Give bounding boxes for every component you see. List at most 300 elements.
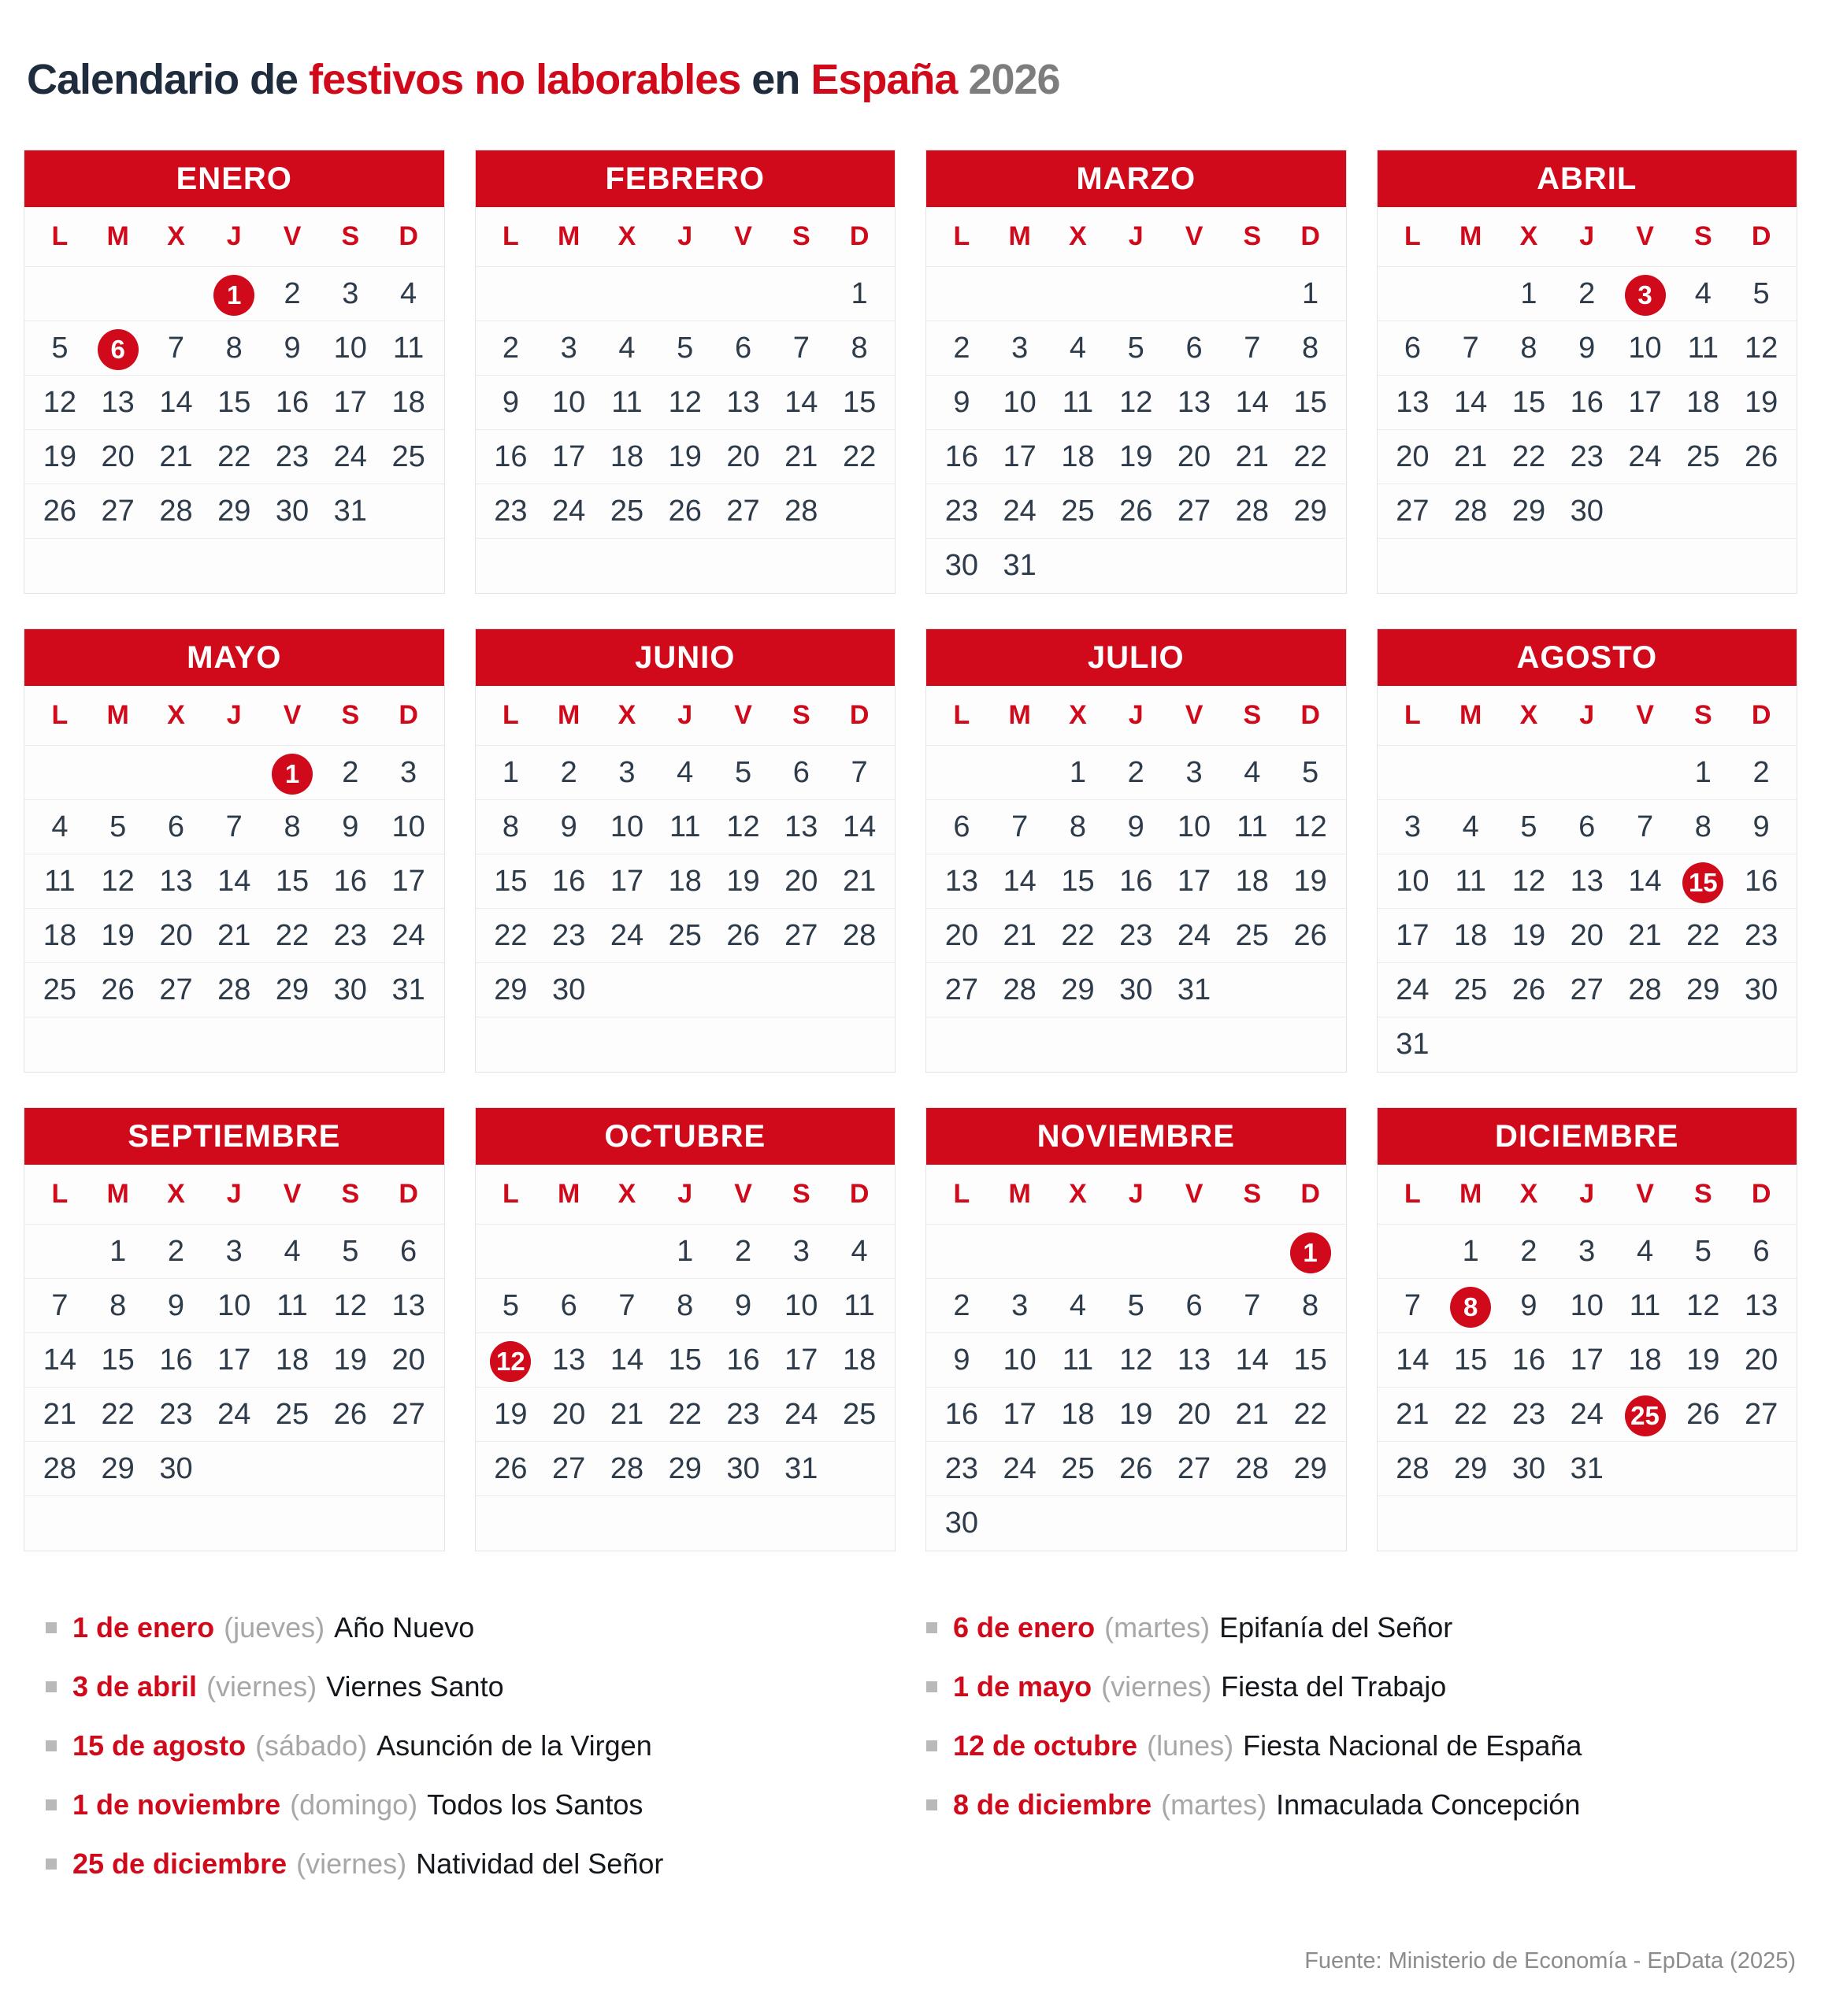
- date-cell: 29: [101, 1452, 135, 1485]
- page-title: [27, 55, 1797, 104]
- date-cell: 6: [400, 1235, 417, 1268]
- week-row: [1378, 800, 1797, 854]
- date-cell: 7: [1244, 1289, 1261, 1322]
- holiday-date-cell: [205, 267, 263, 321]
- legend-item: [46, 1788, 895, 1821]
- title-year: 2026: [968, 56, 1060, 103]
- date-cell: 3: [1011, 332, 1029, 365]
- date-cell: 25: [1454, 973, 1488, 1006]
- date-cell: 31: [1003, 549, 1037, 582]
- legend-item: [46, 1670, 895, 1703]
- month-card-noviembre: [925, 1107, 1347, 1551]
- date-cell: 22: [668, 1398, 702, 1431]
- date-cell: 20: [726, 440, 760, 473]
- legend-date: 8 de diciembre: [953, 1788, 1152, 1821]
- date-cell: 18: [842, 1343, 877, 1377]
- date-cell: 8: [677, 1289, 694, 1322]
- date-cell: 17: [1628, 386, 1662, 419]
- week-row: [1378, 267, 1797, 321]
- weekday-label: J: [677, 1179, 693, 1209]
- week-row: [24, 1225, 444, 1279]
- week-row: [24, 1333, 444, 1388]
- date-cell: 13: [101, 386, 135, 419]
- date-cell: 12: [1511, 865, 1546, 898]
- date-cell: 9: [1127, 810, 1144, 843]
- date-cell: 18: [1628, 1343, 1662, 1377]
- week-row: [926, 539, 1346, 593]
- date-cell: 16: [944, 1398, 979, 1431]
- date-cell: 23: [159, 1398, 193, 1431]
- date-cell: 26: [43, 495, 77, 528]
- week-row: [24, 854, 444, 909]
- date-cell: 14: [217, 865, 251, 898]
- date-cell: 31: [784, 1452, 818, 1485]
- holiday-legend: [24, 1611, 1797, 1881]
- date-cell: 16: [333, 865, 367, 898]
- date-cell: 22: [1293, 1398, 1327, 1431]
- date-cell: 20: [159, 919, 193, 952]
- date-cell: 9: [284, 332, 301, 365]
- legend-item: [46, 1729, 895, 1762]
- date-cell: 13: [784, 810, 818, 843]
- date-cell: 10: [1003, 1343, 1037, 1377]
- weekday-label: X: [167, 700, 185, 730]
- date-cell: 27: [552, 1452, 586, 1485]
- date-cell: 31: [333, 495, 367, 528]
- date-cell: 1: [851, 277, 868, 310]
- date-cell: 30: [333, 973, 367, 1006]
- date-cell: 11: [1062, 386, 1094, 419]
- bullet-square-icon: [46, 1799, 57, 1810]
- weekday-label: J: [677, 700, 693, 730]
- date-cell: 7: [1244, 332, 1261, 365]
- month-card-marzo: [925, 150, 1347, 594]
- date-cell: 11: [669, 810, 701, 843]
- date-cell: 25: [43, 973, 77, 1006]
- month-header: [1378, 1108, 1797, 1165]
- date-cell: 16: [552, 865, 586, 898]
- date-cell: 15: [1511, 386, 1546, 419]
- date-cell: 9: [560, 810, 577, 843]
- date-cell: 14: [43, 1343, 77, 1377]
- date-cell: 10: [610, 810, 644, 843]
- date-cell: 17: [333, 386, 367, 419]
- date-cell: 14: [1396, 1343, 1430, 1377]
- date-cell: 12: [1119, 1343, 1153, 1377]
- weekday-label: V: [1185, 700, 1203, 730]
- holiday-date-cell: [482, 1333, 540, 1388]
- month-card-octubre: [475, 1107, 896, 1551]
- date-cell: 3: [400, 756, 417, 789]
- holiday-date-cell: [1674, 854, 1732, 909]
- date-cell: 11: [1062, 1343, 1094, 1377]
- date-cell: 3: [560, 332, 577, 365]
- date-cell: 21: [1235, 1398, 1269, 1431]
- weekday-label: L: [51, 1179, 69, 1209]
- weekday-label: J: [677, 221, 693, 251]
- week-row: [476, 321, 896, 376]
- date-cell: 26: [333, 1398, 367, 1431]
- weekday-label: X: [1069, 1179, 1087, 1209]
- date-cell: 11: [44, 865, 76, 898]
- date-cell: 9: [953, 386, 970, 419]
- week-row: [1378, 1496, 1797, 1551]
- weekday-label: X: [1069, 700, 1087, 730]
- weekday-row: [24, 1165, 444, 1225]
- date-cell: 2: [734, 1235, 752, 1268]
- date-cell: 24: [1570, 1398, 1604, 1431]
- date-cell: 28: [1628, 973, 1662, 1006]
- weekday-label: S: [1693, 221, 1712, 251]
- month-title: ENERO: [176, 161, 292, 196]
- date-cell: 4: [284, 1235, 301, 1268]
- month-header: [476, 1108, 896, 1165]
- date-cell: 8: [1694, 810, 1712, 843]
- date-cell: 20: [391, 1343, 425, 1377]
- holiday-badge: 8: [1450, 1287, 1491, 1328]
- date-cell: 16: [944, 440, 979, 473]
- week-row: [476, 909, 896, 963]
- weekday-label: X: [1519, 1179, 1538, 1209]
- weekday-label: D: [1300, 1179, 1320, 1209]
- bullet-square-icon: [926, 1799, 937, 1810]
- weekday-label: X: [167, 1179, 185, 1209]
- week-row: [1378, 1442, 1797, 1496]
- date-cell: 5: [1302, 756, 1319, 789]
- weekday-label: J: [1579, 1179, 1595, 1209]
- date-cell: 14: [1003, 865, 1037, 898]
- holiday-date-cell: [1616, 1388, 1675, 1442]
- legend-weekday: (sábado): [255, 1729, 368, 1762]
- date-cell: 30: [1511, 1452, 1546, 1485]
- weekday-label: V: [734, 1179, 752, 1209]
- date-cell: 27: [1570, 973, 1604, 1006]
- date-cell: 17: [784, 1343, 818, 1377]
- date-cell: 12: [1744, 332, 1778, 365]
- week-row: [24, 376, 444, 430]
- date-cell: 21: [1396, 1398, 1430, 1431]
- date-cell: 25: [1235, 919, 1269, 952]
- date-cell: 2: [284, 277, 301, 310]
- month-title: SEPTIEMBRE: [128, 1118, 341, 1154]
- date-cell: 9: [502, 386, 519, 419]
- week-row: [476, 539, 896, 593]
- date-cell: 1: [502, 756, 519, 789]
- month-title: FEBRERO: [605, 161, 766, 196]
- title-part-2: festivos no laborables: [309, 56, 741, 103]
- weekday-row: [926, 1165, 1346, 1225]
- week-row: [926, 1279, 1346, 1333]
- date-cell: 11: [276, 1289, 308, 1322]
- date-cell: 7: [1404, 1289, 1421, 1322]
- weekday-label: L: [51, 700, 69, 730]
- date-cell: 25: [275, 1398, 310, 1431]
- date-cell: 5: [1520, 810, 1537, 843]
- weekday-label: D: [399, 700, 418, 730]
- date-cell: 30: [944, 549, 979, 582]
- weekday-row: [476, 1165, 896, 1225]
- month-card-diciembre: [1377, 1107, 1798, 1551]
- weekday-label: V: [1636, 1179, 1654, 1209]
- date-cell: 8: [502, 810, 519, 843]
- date-cell: 12: [101, 865, 135, 898]
- date-cell: 8: [1520, 332, 1537, 365]
- week-row: [926, 430, 1346, 484]
- date-cell: 24: [1003, 495, 1037, 528]
- legend-weekday: (viernes): [296, 1847, 407, 1880]
- week-row: [476, 1496, 896, 1551]
- holiday-date-cell: [1441, 1279, 1500, 1333]
- date-cell: 15: [842, 386, 877, 419]
- date-cell: 10: [391, 810, 425, 843]
- date-cell: 16: [1744, 865, 1778, 898]
- legend-weekday: (lunes): [1147, 1729, 1234, 1762]
- week-row: [926, 963, 1346, 1017]
- date-cell: 7: [51, 1289, 69, 1322]
- date-cell: 7: [225, 810, 243, 843]
- date-cell: 28: [1235, 1452, 1269, 1485]
- weekday-label: X: [1069, 221, 1087, 251]
- date-cell: 24: [333, 440, 367, 473]
- month-card-agosto: [1377, 628, 1798, 1073]
- date-cell: 22: [1293, 440, 1327, 473]
- date-cell: 28: [1235, 495, 1269, 528]
- date-cell: 3: [342, 277, 359, 310]
- month-header: [476, 629, 896, 686]
- week-row: [926, 1388, 1346, 1442]
- date-cell: 10: [1396, 865, 1430, 898]
- date-cell: 23: [1511, 1398, 1546, 1431]
- week-row: [926, 909, 1346, 963]
- month-header: [1378, 150, 1797, 207]
- weekday-label: D: [1751, 700, 1771, 730]
- date-cell: 16: [275, 386, 310, 419]
- date-cell: 13: [1177, 1343, 1211, 1377]
- weekday-label: M: [558, 221, 580, 251]
- week-row: [476, 376, 896, 430]
- date-cell: 13: [159, 865, 193, 898]
- date-cell: 8: [1069, 810, 1087, 843]
- month-title: JULIO: [1087, 639, 1185, 675]
- legend-holiday-name: Inmaculada Concepción: [1276, 1788, 1581, 1821]
- holiday-badge: 25: [1625, 1395, 1666, 1436]
- weekday-label: L: [953, 221, 970, 251]
- date-cell: 4: [1244, 756, 1261, 789]
- date-cell: 22: [101, 1398, 135, 1431]
- date-cell: 24: [1003, 1452, 1037, 1485]
- week-row: [1378, 376, 1797, 430]
- date-cell: 14: [1235, 1343, 1269, 1377]
- date-cell: 27: [784, 919, 818, 952]
- date-cell: 19: [1119, 1398, 1153, 1431]
- date-cell: 4: [1636, 1235, 1654, 1268]
- date-cell: 1: [1302, 277, 1319, 310]
- date-cell: 29: [1686, 973, 1720, 1006]
- date-cell: 15: [1061, 865, 1095, 898]
- date-cell: 14: [1628, 865, 1662, 898]
- date-cell: 21: [1454, 440, 1488, 473]
- month-header: [926, 150, 1346, 207]
- month-card-julio: [925, 628, 1347, 1073]
- date-cell: 5: [1127, 332, 1144, 365]
- month-header: [24, 1108, 444, 1165]
- date-cell: 19: [333, 1343, 367, 1377]
- weekday-label: M: [558, 1179, 580, 1209]
- date-cell: 18: [668, 865, 702, 898]
- date-cell: 5: [677, 332, 694, 365]
- date-cell: 8: [851, 332, 868, 365]
- date-cell: 9: [167, 1289, 185, 1322]
- week-row: [476, 1279, 896, 1333]
- date-cell: 23: [726, 1398, 760, 1431]
- date-cell: 11: [1455, 865, 1486, 898]
- weekday-label: V: [283, 1179, 302, 1209]
- week-row: [24, 1017, 444, 1072]
- weekday-label: L: [1404, 221, 1421, 251]
- month-card-junio: [475, 628, 896, 1073]
- week-row: [24, 430, 444, 484]
- date-cell: 20: [944, 919, 979, 952]
- date-cell: 29: [1511, 495, 1546, 528]
- date-cell: 26: [726, 919, 760, 952]
- date-cell: 18: [610, 440, 644, 473]
- week-row: [24, 800, 444, 854]
- date-cell: 30: [552, 973, 586, 1006]
- date-cell: 5: [51, 332, 69, 365]
- week-row: [476, 963, 896, 1017]
- date-cell: 22: [1686, 919, 1720, 952]
- date-cell: 29: [1454, 1452, 1488, 1485]
- date-cell: 21: [1235, 440, 1269, 473]
- week-row: [24, 746, 444, 800]
- date-cell: 20: [1570, 919, 1604, 952]
- date-cell: 6: [1578, 810, 1596, 843]
- week-row: [926, 1225, 1346, 1279]
- week-row: [926, 1496, 1346, 1551]
- legend-date: 25 de diciembre: [72, 1847, 287, 1880]
- legend-item: [926, 1729, 1775, 1762]
- date-cell: 15: [275, 865, 310, 898]
- weekday-row: [1378, 207, 1797, 267]
- date-cell: 25: [391, 440, 425, 473]
- date-cell: 7: [167, 332, 185, 365]
- date-cell: 19: [726, 865, 760, 898]
- date-cell: 1: [1069, 756, 1087, 789]
- date-cell: 23: [944, 495, 979, 528]
- date-cell: 23: [333, 919, 367, 952]
- date-cell: 12: [1686, 1289, 1720, 1322]
- legend-date: 1 de noviembre: [72, 1788, 281, 1821]
- legend-weekday: (viernes): [1101, 1670, 1212, 1703]
- date-cell: 3: [1578, 1235, 1596, 1268]
- holiday-badge: 3: [1625, 275, 1666, 316]
- date-cell: 31: [1177, 973, 1211, 1006]
- date-cell: 20: [1177, 440, 1211, 473]
- weekday-label: D: [849, 1179, 870, 1209]
- week-row: [24, 539, 444, 593]
- date-cell: 16: [494, 440, 528, 473]
- date-cell: 26: [668, 495, 702, 528]
- date-cell: 6: [1404, 332, 1421, 365]
- date-cell: 29: [275, 973, 310, 1006]
- date-cell: 4: [618, 332, 636, 365]
- date-cell: 4: [400, 277, 417, 310]
- date-cell: 10: [784, 1289, 818, 1322]
- week-row: [476, 1017, 896, 1072]
- date-cell: 21: [842, 865, 877, 898]
- date-cell: 4: [1462, 810, 1479, 843]
- date-cell: 28: [1454, 495, 1488, 528]
- weekday-label: M: [1008, 700, 1031, 730]
- date-cell: 15: [1293, 1343, 1327, 1377]
- date-cell: 6: [1185, 332, 1203, 365]
- date-cell: 13: [391, 1289, 425, 1322]
- date-cell: 17: [217, 1343, 251, 1377]
- date-cell: 29: [1061, 973, 1095, 1006]
- date-cell: 13: [944, 865, 979, 898]
- month-header: [1378, 629, 1797, 686]
- week-row: [1378, 321, 1797, 376]
- date-cell: 30: [726, 1452, 760, 1485]
- date-cell: 28: [1003, 973, 1037, 1006]
- date-cell: 27: [1744, 1398, 1778, 1431]
- date-cell: 6: [953, 810, 970, 843]
- date-cell: 20: [101, 440, 135, 473]
- weekday-label: J: [1128, 221, 1144, 251]
- holiday-date-cell: [1616, 267, 1675, 321]
- date-cell: 24: [391, 919, 425, 952]
- legend-date: 1 de enero: [72, 1611, 215, 1644]
- date-cell: 28: [842, 919, 877, 952]
- month-card-abril: [1377, 150, 1798, 594]
- weekday-label: V: [283, 221, 302, 251]
- month-card-septiembre: [24, 1107, 445, 1551]
- date-cell: 19: [1293, 865, 1327, 898]
- weekday-label: L: [953, 1179, 970, 1209]
- weekday-row: [476, 686, 896, 746]
- date-cell: 7: [1011, 810, 1029, 843]
- date-cell: 25: [668, 919, 702, 952]
- weekday-row: [24, 686, 444, 746]
- week-row: [24, 1442, 444, 1496]
- week-row: [926, 854, 1346, 909]
- date-cell: 26: [1293, 919, 1327, 952]
- date-cell: 1: [109, 1235, 127, 1268]
- date-cell: 21: [159, 440, 193, 473]
- date-cell: 17: [1396, 919, 1430, 952]
- date-cell: 7: [618, 1289, 636, 1322]
- date-cell: 22: [217, 440, 251, 473]
- week-row: [1378, 746, 1797, 800]
- date-cell: 22: [1511, 440, 1546, 473]
- weekday-label: S: [1693, 700, 1712, 730]
- holiday-badge: 6: [98, 329, 139, 370]
- week-row: [926, 1442, 1346, 1496]
- date-cell: 30: [1744, 973, 1778, 1006]
- date-cell: 9: [1578, 332, 1596, 365]
- weekday-label: M: [106, 700, 129, 730]
- legend-date: 6 de enero: [953, 1611, 1096, 1644]
- week-row: [476, 746, 896, 800]
- date-cell: 17: [552, 440, 586, 473]
- date-cell: 7: [1636, 810, 1654, 843]
- date-cell: 11: [1687, 332, 1719, 365]
- legend-weekday: (jueves): [224, 1611, 325, 1644]
- date-cell: 22: [1061, 919, 1095, 952]
- date-cell: 11: [611, 386, 643, 419]
- date-cell: 10: [552, 386, 586, 419]
- date-cell: 29: [1293, 1452, 1327, 1485]
